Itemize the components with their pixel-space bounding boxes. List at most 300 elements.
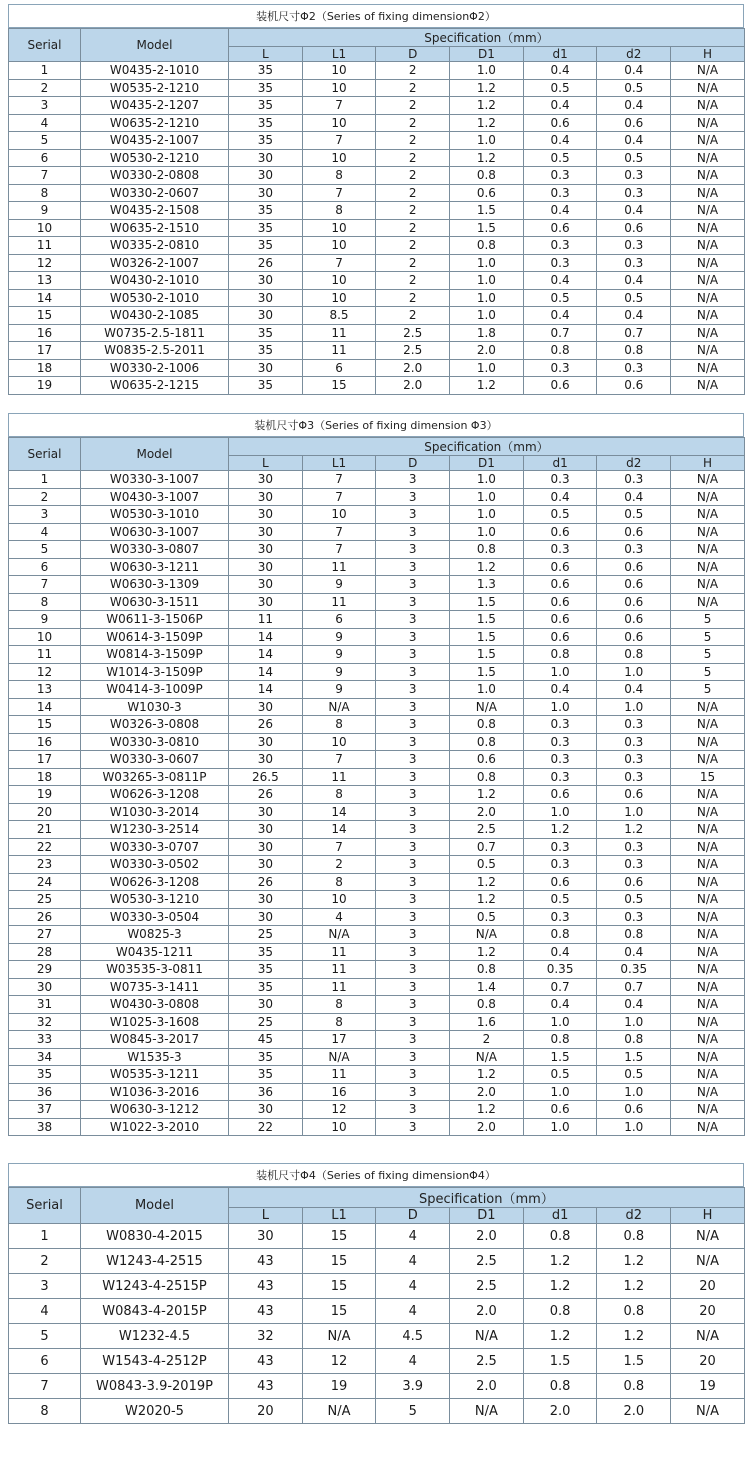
table-cell: W0626-3-1208 [81, 873, 229, 891]
table-cell: 2.0 [450, 1299, 524, 1324]
table-cell: N/A [302, 1048, 376, 1066]
table-cell: 0.5 [523, 289, 597, 307]
table-cell: 2.5 [450, 1274, 524, 1299]
table-cell: 1.2 [450, 891, 524, 909]
table-cell: 3 [376, 541, 450, 559]
specification-header: Specification（mm） [229, 29, 745, 47]
column-header: H [671, 456, 745, 471]
table-cell: N/A [450, 1399, 524, 1424]
table-cell: W0330-3-0607 [81, 751, 229, 769]
table-cell: 30 [229, 359, 303, 377]
table-cell: 1.0 [597, 1118, 671, 1136]
table-cell: 10 [302, 733, 376, 751]
table-cell: 10 [302, 219, 376, 237]
table-row [9, 646, 745, 664]
table-cell: 30 [229, 751, 303, 769]
table-cell: N/A [671, 541, 745, 559]
table-cell: 6 [9, 558, 81, 576]
table-cell: 3 [376, 891, 450, 909]
table-cell: 26.5 [229, 768, 303, 786]
table-cell: 8 [9, 593, 81, 611]
table-row [9, 541, 745, 559]
table-row [9, 506, 745, 524]
table-cell: 26 [229, 716, 303, 734]
table-cell: N/A [302, 1324, 376, 1349]
table-cell: 30 [229, 593, 303, 611]
table-cell: 2 [376, 254, 450, 272]
table-cell: 2 [376, 114, 450, 132]
table-cell: 0.3 [597, 359, 671, 377]
table-cell: 4 [376, 1299, 450, 1324]
table-cell: 18 [9, 359, 81, 377]
table-cell: N/A [671, 891, 745, 909]
table-cell: W0330-3-0502 [81, 856, 229, 874]
table-cell: N/A [671, 471, 745, 489]
table-cell: 12 [302, 1101, 376, 1119]
column-header: D1 [450, 1208, 524, 1224]
table-cell: 5 [671, 681, 745, 699]
table-cell: 0.6 [597, 377, 671, 395]
table-cell: 3 [376, 873, 450, 891]
table-cell: N/A [671, 523, 745, 541]
table-cell: 0.8 [450, 768, 524, 786]
table-cell: W0843-3.9-2019P [81, 1374, 229, 1399]
table-cell: 5 [671, 611, 745, 629]
table-cell: 10 [302, 62, 376, 80]
table-cell: 35 [229, 961, 303, 979]
table-cell: N/A [671, 132, 745, 150]
table-cell: W0435-2-1508 [81, 202, 229, 220]
table-cell: 35 [9, 1066, 81, 1084]
table-cell: 29 [9, 961, 81, 979]
table-cell: 9 [302, 646, 376, 664]
table-cell: 0.8 [523, 342, 597, 360]
table-cell: 35 [229, 377, 303, 395]
table-cell: 3 [376, 1118, 450, 1136]
table-cell: 4.5 [376, 1324, 450, 1349]
table-cell: 2 [9, 1249, 81, 1274]
table-row [9, 856, 745, 874]
column-header: D1 [450, 456, 524, 471]
table-cell: 0.6 [523, 593, 597, 611]
table-cell: N/A [671, 961, 745, 979]
table-cell: 35 [229, 219, 303, 237]
table-cell: 30 [9, 978, 81, 996]
table-cell: 2 [450, 1031, 524, 1049]
table-cell: 1.0 [523, 698, 597, 716]
table-cell: 30 [229, 856, 303, 874]
table-cell: 1.2 [450, 114, 524, 132]
table-cell: 32 [9, 1013, 81, 1031]
table-cell: 0.3 [523, 541, 597, 559]
table-row [9, 359, 745, 377]
table-cell: 30 [229, 184, 303, 202]
table-cell: 0.8 [450, 961, 524, 979]
table-cell: 1.0 [450, 132, 524, 150]
table-cell: 0.3 [597, 254, 671, 272]
spec-table [8, 437, 745, 1136]
table-cell: W0825-3 [81, 926, 229, 944]
table-row [9, 996, 745, 1014]
table-cell: 2.5 [450, 821, 524, 839]
table-cell: 35 [229, 1048, 303, 1066]
table-cell: 1.2 [597, 1274, 671, 1299]
table-cell: N/A [671, 488, 745, 506]
table-cell: 30 [229, 488, 303, 506]
table-cell: 7 [302, 751, 376, 769]
table-cell: 11 [302, 1066, 376, 1084]
table-cell: N/A [671, 733, 745, 751]
table-cell: 1.5 [450, 628, 524, 646]
column-header: d2 [597, 1208, 671, 1224]
table-row [9, 1224, 745, 1249]
table-cell: 30 [229, 541, 303, 559]
table-cell: 43 [229, 1349, 303, 1374]
table-cell: 3 [376, 786, 450, 804]
table-cell: 1.2 [450, 873, 524, 891]
table-cell: 0.8 [523, 1374, 597, 1399]
table-cell: 2 [376, 184, 450, 202]
table-cell: 10 [302, 506, 376, 524]
table-cell: 0.4 [597, 62, 671, 80]
table-cell: 0.6 [597, 786, 671, 804]
table-row [9, 523, 745, 541]
table-cell: 0.35 [523, 961, 597, 979]
table-cell: N/A [671, 821, 745, 839]
table-cell: N/A [671, 184, 745, 202]
column-header: H [671, 47, 745, 62]
table-cell: 0.8 [523, 926, 597, 944]
table-cell: 9 [302, 663, 376, 681]
table-cell: 14 [229, 646, 303, 664]
table-cell: 0.8 [597, 1031, 671, 1049]
table-cell: 43 [229, 1274, 303, 1299]
table-row [9, 471, 745, 489]
table-cell: W0430-3-0808 [81, 996, 229, 1014]
table-cell: 0.6 [523, 114, 597, 132]
table-cell: W03265-3-0811P [81, 768, 229, 786]
table-cell: 0.4 [523, 97, 597, 115]
table-row [9, 254, 745, 272]
table-cell: 0.8 [597, 1374, 671, 1399]
table-cell: 16 [9, 324, 81, 342]
table-cell: W0630-3-1212 [81, 1101, 229, 1119]
table-cell: W0535-2-1210 [81, 79, 229, 97]
table-cell: 6 [9, 149, 81, 167]
table-cell: N/A [671, 506, 745, 524]
table-cell: 7 [9, 1374, 81, 1399]
table-cell: 9 [302, 681, 376, 699]
table-cell: 0.7 [450, 838, 524, 856]
table-row [9, 681, 745, 699]
table-cell: 0.4 [597, 132, 671, 150]
table-cell: 10 [302, 289, 376, 307]
table-cell: W1230-3-2514 [81, 821, 229, 839]
table-cell: N/A [671, 1249, 745, 1274]
table-cell: 35 [229, 324, 303, 342]
table-cell: 1.0 [523, 1013, 597, 1031]
table-cell: 3 [376, 1048, 450, 1066]
table-cell: 0.7 [523, 324, 597, 342]
table-cell: W0530-3-1210 [81, 891, 229, 909]
table-cell: 1 [9, 62, 81, 80]
table-cell: 15 [302, 1274, 376, 1299]
table-phi3-section [8, 413, 744, 1136]
table-cell: 35 [229, 202, 303, 220]
table-cell: 31 [9, 996, 81, 1014]
table-row [9, 716, 745, 734]
table-cell: 11 [302, 978, 376, 996]
table-row [9, 272, 745, 290]
table-cell: 2 [302, 856, 376, 874]
table-cell: 3 [9, 506, 81, 524]
column-header: d2 [597, 47, 671, 62]
table-cell: 8 [9, 184, 81, 202]
table-cell: 0.6 [597, 576, 671, 594]
table-cell: 26 [9, 908, 81, 926]
column-header: D [376, 456, 450, 471]
column-header: D1 [450, 47, 524, 62]
table-cell: N/A [671, 79, 745, 97]
table-cell: W0635-2-1510 [81, 219, 229, 237]
table-cell: 0.8 [523, 1299, 597, 1324]
table-cell: 5 [9, 1324, 81, 1349]
table-cell: 0.3 [597, 471, 671, 489]
table-cell: 0.3 [597, 237, 671, 255]
table-cell: 43 [229, 1249, 303, 1274]
table-cell: N/A [671, 254, 745, 272]
table-cell: W0530-3-1010 [81, 506, 229, 524]
table-cell: 35 [229, 132, 303, 150]
table-cell: N/A [671, 943, 745, 961]
table-cell: 1.2 [597, 1249, 671, 1274]
table-cell: W1535-3 [81, 1048, 229, 1066]
table-cell: 35 [229, 1066, 303, 1084]
table-cell: 1.5 [450, 646, 524, 664]
table-cell: 2.0 [450, 803, 524, 821]
table-cell: N/A [302, 926, 376, 944]
table-row [9, 324, 745, 342]
table-cell: 14 [302, 821, 376, 839]
table-cell: 15 [9, 716, 81, 734]
table-cell: 33 [9, 1031, 81, 1049]
table-cell: 11 [302, 943, 376, 961]
table-row [9, 202, 745, 220]
table-cell: W0611-3-1506P [81, 611, 229, 629]
table-title: 装机尺寸Φ2（Series of fixing dimensionΦ2） [8, 4, 744, 28]
table-cell: W1036-3-2016 [81, 1083, 229, 1101]
table-cell: 19 [302, 1374, 376, 1399]
table-cell: W0330-3-1007 [81, 471, 229, 489]
table-cell: 35 [229, 342, 303, 360]
table-cell: 0.5 [450, 908, 524, 926]
table-cell: 3 [376, 803, 450, 821]
table-cell: 0.3 [523, 733, 597, 751]
table-cell: 10 [302, 272, 376, 290]
table-cell: N/A [671, 1118, 745, 1136]
table-cell: W0326-3-0808 [81, 716, 229, 734]
table-cell: 0.4 [597, 996, 671, 1014]
table-cell: 3 [376, 751, 450, 769]
table-cell: W1030-3-2014 [81, 803, 229, 821]
table-cell: 1.0 [523, 1118, 597, 1136]
table-row [9, 663, 745, 681]
table-cell: N/A [671, 978, 745, 996]
column-header: L1 [302, 47, 376, 62]
table-cell: 3 [376, 716, 450, 734]
table-cell: 35 [229, 79, 303, 97]
table-row [9, 1013, 745, 1031]
table-cell: 6 [9, 1349, 81, 1374]
table-cell: 0.4 [597, 97, 671, 115]
table-cell: 4 [9, 114, 81, 132]
table-row [9, 1101, 745, 1119]
table-cell: 1.2 [597, 1324, 671, 1349]
table-cell: 1.2 [450, 558, 524, 576]
table-cell: W1243-4-2515P [81, 1274, 229, 1299]
table-cell: 20 [671, 1274, 745, 1299]
table-cell: 0.6 [597, 558, 671, 576]
table-cell: 0.8 [450, 541, 524, 559]
table-row [9, 488, 745, 506]
table-cell: 1.0 [450, 488, 524, 506]
table-cell: N/A [671, 838, 745, 856]
table-cell: 27 [9, 926, 81, 944]
table-cell: 0.3 [597, 167, 671, 185]
table-cell: N/A [671, 342, 745, 360]
table-cell: W0330-3-0807 [81, 541, 229, 559]
table-row [9, 786, 745, 804]
table-cell: W1022-3-2010 [81, 1118, 229, 1136]
table-cell: W0330-3-0810 [81, 733, 229, 751]
table-cell: 26 [229, 786, 303, 804]
table-cell: 1.2 [450, 97, 524, 115]
model-header: Model [81, 438, 229, 471]
spec-table [8, 28, 745, 395]
table-cell: 0.3 [597, 751, 671, 769]
model-header: Model [81, 29, 229, 62]
table-cell: 2 [376, 289, 450, 307]
table-cell: N/A [671, 359, 745, 377]
table-cell: 0.5 [597, 79, 671, 97]
table-cell: 8 [302, 202, 376, 220]
table-cell: N/A [671, 237, 745, 255]
table-cell: 0.7 [597, 978, 671, 996]
table-cell: 30 [229, 1101, 303, 1119]
table-cell: 30 [229, 891, 303, 909]
table-cell: 1.0 [450, 471, 524, 489]
table-cell: 1.0 [523, 1083, 597, 1101]
table-cell: 45 [229, 1031, 303, 1049]
table-cell: 15 [9, 307, 81, 325]
column-header: L1 [302, 456, 376, 471]
table-cell: 7 [302, 132, 376, 150]
table-cell: 15 [302, 377, 376, 395]
table-cell: N/A [671, 803, 745, 821]
table-cell: 0.6 [523, 1101, 597, 1119]
table-cell: 0.3 [523, 254, 597, 272]
table-row [9, 97, 745, 115]
table-cell: 1.0 [597, 1083, 671, 1101]
table-cell: 3 [376, 663, 450, 681]
table-cell: W0626-3-1208 [81, 786, 229, 804]
table-cell: W1025-3-1608 [81, 1013, 229, 1031]
spec-table [8, 1187, 745, 1424]
table-cell: 11 [229, 611, 303, 629]
table-cell: 1.2 [523, 1249, 597, 1274]
table-row [9, 821, 745, 839]
table-cell: 2.0 [450, 1083, 524, 1101]
table-cell: W0630-3-1309 [81, 576, 229, 594]
table-row [9, 1031, 745, 1049]
table-cell: 43 [229, 1299, 303, 1324]
table-cell: 0.8 [450, 996, 524, 1014]
table-cell: 4 [9, 523, 81, 541]
table-cell: 30 [229, 733, 303, 751]
table-cell: W0330-2-1006 [81, 359, 229, 377]
table-cell: 0.3 [597, 733, 671, 751]
table-row [9, 1066, 745, 1084]
table-cell: 7 [302, 97, 376, 115]
table-cell: 2 [376, 237, 450, 255]
table-cell: 2 [376, 272, 450, 290]
table-cell: 17 [9, 342, 81, 360]
table-cell: 0.5 [597, 149, 671, 167]
table-cell: 35 [229, 62, 303, 80]
table-cell: 1.5 [450, 202, 524, 220]
table-row [9, 1249, 745, 1274]
table-cell: 0.5 [597, 891, 671, 909]
table-cell: 1.5 [450, 611, 524, 629]
table-cell: 0.5 [597, 1066, 671, 1084]
table-cell: 15 [302, 1224, 376, 1249]
table-cell: N/A [671, 716, 745, 734]
table-row [9, 978, 745, 996]
table-cell: W0635-2-1210 [81, 114, 229, 132]
header-row [9, 29, 745, 47]
table-cell: W1243-4-2515 [81, 1249, 229, 1274]
table-cell: N/A [671, 1013, 745, 1031]
table-row [9, 184, 745, 202]
table-cell: 2.5 [376, 342, 450, 360]
table-row [9, 1374, 745, 1399]
table-cell: 0.6 [597, 114, 671, 132]
table-cell: 0.3 [523, 838, 597, 856]
column-header: L [229, 47, 303, 62]
table-row [9, 132, 745, 150]
table-cell: 30 [229, 272, 303, 290]
table-cell: 12 [9, 663, 81, 681]
table-cell: 30 [229, 307, 303, 325]
table-cell: 10 [302, 114, 376, 132]
table-cell: 36 [9, 1083, 81, 1101]
table-cell: N/A [671, 558, 745, 576]
table-cell: N/A [671, 272, 745, 290]
table-cell: 9 [302, 576, 376, 594]
table-cell: 11 [302, 961, 376, 979]
table-cell: 0.4 [597, 488, 671, 506]
table-row [9, 908, 745, 926]
table-cell: 11 [302, 768, 376, 786]
column-header: d1 [523, 1208, 597, 1224]
table-cell: 1.2 [523, 1324, 597, 1349]
table-cell: W0614-3-1509P [81, 628, 229, 646]
table-cell: 3 [376, 506, 450, 524]
table-cell: 0.3 [523, 856, 597, 874]
table-cell: 4 [376, 1249, 450, 1274]
table-cell: 1.5 [450, 663, 524, 681]
table-cell: 35 [229, 943, 303, 961]
